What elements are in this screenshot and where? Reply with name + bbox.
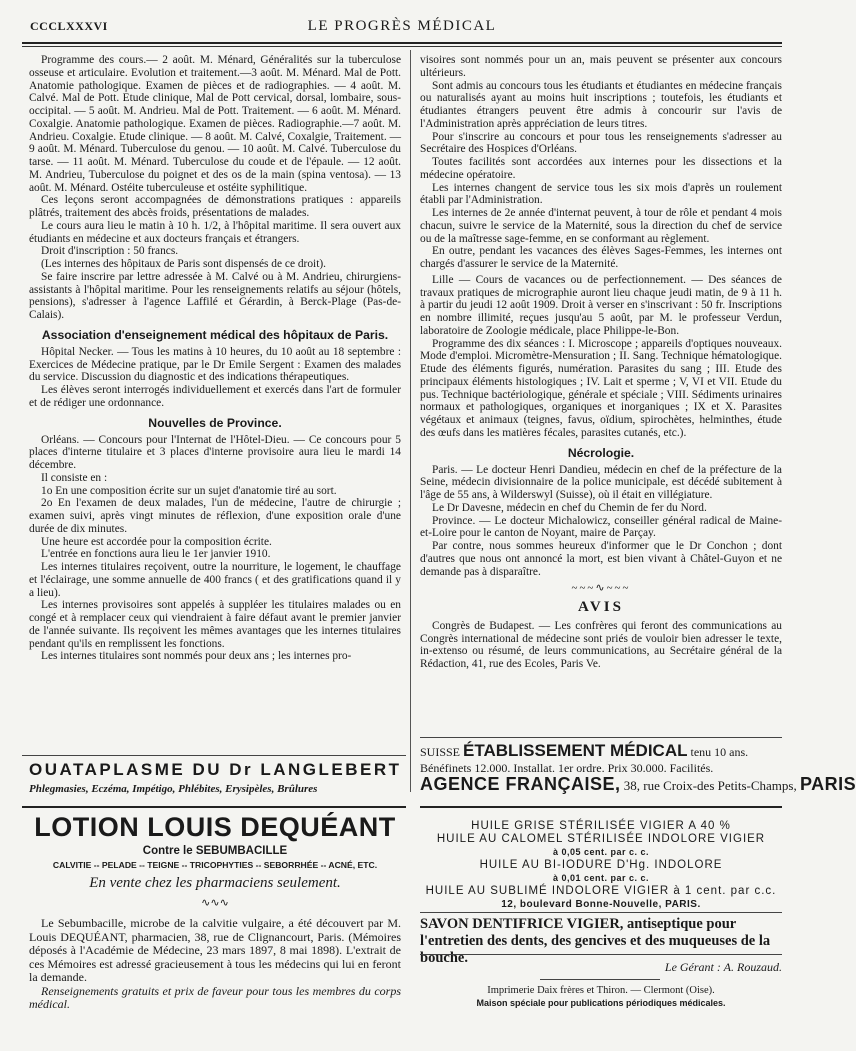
imprint xyxy=(420,985,782,1009)
ad-subtitle: Contre le SEBUMBACILLE xyxy=(142,845,288,857)
ad-line: HUILE AU SUBLIMÉ INDOLORE VIGIER à 1 cent. par c.c. xyxy=(425,885,777,897)
left-column xyxy=(29,54,401,663)
ad-rule xyxy=(420,912,782,913)
orleans-paragraph: 1o En une composition écrite sur un sujet d'anatomie tiré au sort. xyxy=(41,484,337,497)
orleans-paragraph: Les internes titulaires sont nommés pour deux ans ; les internes pro- xyxy=(41,650,352,663)
ad-line: à 0,01 cent. par c. c. xyxy=(552,873,650,883)
ad-line: HUILE AU CALOMEL STÉRILISÉE INDOLORE VIGIER xyxy=(436,833,766,845)
lille-paragraph: Programme des dix séances : I. Microscope ; appareils d'optiques nouveaux. Mode d'emploi. Micromètre-Mensuration ; II. Sang. Technique hématologique. Etude des éléments figurés, numération. Parasites du sang ; III. Etude des principaux éléments histologiques ; IV. Lait et sperme ; V, VI et VII. Etude du pus. Technique bactériologique, générale et spéciale ; VIII. Sédiments urinaires normaux et pathologiques, organiques et inorganiques ; IX et X. Parasites végétaux et animaux (teignes, favus, oïdium, spirochètes, helminthes, étude des œufs dans les matières fécales, parasites cutanés, etc.). xyxy=(420,337,782,439)
ad-footer-text: Renseignements gratuits et prix de faveur pour tous les membres du corps médical. xyxy=(29,983,401,1011)
page-header xyxy=(22,16,782,38)
right-column xyxy=(420,54,782,671)
ad-rule xyxy=(420,737,782,738)
header-rule-thin xyxy=(22,46,782,47)
orleans-continued: visoires sont nommés pour un an, mais peuvent se présenter aux concours ultérieurs. xyxy=(420,54,782,79)
necker-paragraph: Hôpital Necker. — Tous les matins à 10 heures, du 10 août au 18 septembre : Exercices de Médecine pratique, par le Dr Emile Sergent : Examen des malades du service. Discussion du diagnostic et des indications thérapeutiques. xyxy=(29,345,401,384)
ad-body-text: Le Sebumbacille, microbe de la calvitie vulgaire, a été découvert par M. Louis DEQUÉANT, pharmacien, 38, rue de Clignancourt, Paris. (Mémoires déposés à l'Académie de Médecine, 23 mars 1897, 8 mai 1898). L'extrait de ces Mémoires est adressé gracieusement à tous les médecins qui lui en feront la demande. xyxy=(29,916,401,984)
section-heading: Nécrologie. xyxy=(567,445,635,460)
ad-subtitle: Phlegmasies, Eczéma, Impétigo, Phlébites, Erysipèles, Brûlures xyxy=(29,783,318,795)
lille-paragraph: Lille — Cours de vacances ou de perfectionnement. — Des séances de travaux pratiques de micrographie auront lieu chaque jeudi matin, de 9 à 11 h. à partir du jeudi 12 août 1909. Droit à verser en s'inscrivant : 50 fr. Inscriptions en nombre illimité, reçues jusqu'au 5 août, par M. le professeur Verdun, laboratoire de Zoologie médicale, place Philippe-le-Bon. xyxy=(420,273,782,337)
orleans-continued: Les internes de 2e année d'internat peuvent, à tour de rôle et pendant 4 mois chacun, suivre le service de la Maternité, sous la direction du chef de service ou de la maîtresse sage-femme, en se conformant au règlement. xyxy=(420,207,782,245)
ad-city: PARIS xyxy=(799,774,856,794)
ad-title: AGENCE FRANÇAISE, xyxy=(420,774,621,794)
column-separator xyxy=(410,50,411,792)
orleans-paragraph: Orléans. — Concours pour l'Internat de l'Hôtel-Dieu. — Ce concours pour 5 places d'interne titulaire et 3 places d'interne provisoire aura lieu le mardi 14 décembre. xyxy=(29,433,401,471)
avis-paragraph: Congrès de Budapest. — Les confrères qui feront des communications au Congrès international de médecine sont priés de vouloir bien adresser le texte, in-extenso ou résumé, de leurs communications, au Secrétaire général de la Rédaction, 41, rue des Ecoles, Paris Ve. xyxy=(420,619,782,670)
program-paragraph: Se faire inscrire par lettre adressée à M. Calvé ou à M. Andrieu, chirurgiens-assistants à l'hôpital maritime. Pour les renseignements relatifs au séjour (hôtels, pensions), s'adresser à l'agence Laffilé et Gérardin, à Berck-Plage (Pas-de-Calais). xyxy=(29,270,401,321)
orleans-paragraph: Les internes titulaires reçoivent, outre la nourriture, le logement, le chauffage et l'éclairage, une somme annuelle de 400 francs ( et des gratifications quand il y a lieu). xyxy=(29,561,401,599)
ad-line: HUILE AU BI-IODURE D'Hg. INDOLORE xyxy=(479,859,723,871)
short-rule xyxy=(540,979,660,980)
necrology-paragraph: Province. — Le docteur Michalowicz, conseiller général radical de Maine-et-Loire pour le canton de Noyant, maire de Parçay. xyxy=(420,514,782,540)
program-paragraph: Le cours aura lieu le matin à 10 h. 1/2, à l'hôpital maritime. Il sera ouvert aux étudiants en médecine et aux docteurs français et étrangers. xyxy=(29,219,401,245)
ad-title: ÉTABLISSEMENT MÉDICAL xyxy=(463,741,688,760)
ouataplasme-ad xyxy=(29,760,401,795)
necker-paragraph: Les élèves seront interrogés individuellement et exercés dans l'art de formuler et de rédiger une ordonnance. xyxy=(29,384,401,409)
program-paragraph: Programme des cours.— 2 août. M. Ménard, Généralités sur la tuberculose osseuse et articulaire. Evolution et traitement.—3 août. M. Ménard. Mal de Pott. Anatomie pathologique. Examen de pièces et de radiographies. — 4 août. M. Calvé. Mal de Pott. Etude clinique, Mal de Pott cervical, dorsal, lombaire, sous-occipital. — 5 août. M. Andrieu. Mal de Pott. Traitement. — 6 août. M. Ménard. Coxalgie. Anatomie pathologique. Examen de pièces. Radiographie.—7 août. M. Andrieu. Coxalgie. Etude clinique. — 8 août. M. Calvé, Coxalgie, Traitement. — 9 août. M. Ménard. Tuberculose du genou. — 10 août. M. Calvé. Tuberculose du tarse. — 11 août. M. Ménard. Tuberculose du coude et de l'épaule. — 12 août. M. Andrieu, Tuberculose du poignet et des os de la main (spina ventosa). — 13 août. M. Ménard. Ostéite tuberculeuse et ostéite syphilitique. xyxy=(29,54,401,194)
ad-tagline: En vente chez les pharmaciens seulement. xyxy=(89,875,341,891)
orleans-paragraph: Il consiste en : xyxy=(41,471,108,484)
ad-details: tenu 10 ans. Bénéfinets 12.000. Installat. 1er ordre. Prix 30.000. Facilités. xyxy=(420,745,749,775)
ornament-divider: ∿∿∿ xyxy=(201,897,229,909)
orleans-continued: Pour s'inscrire au concours et pour tous les renseignements s'adresser au Secrétaire des Hospices d'Orléans. xyxy=(420,130,782,156)
ornament-divider: ~~~∿~~~ xyxy=(571,582,631,595)
section-heading: Association d'enseignement médical des hôpitaux de Paris. xyxy=(41,327,389,342)
orleans-paragraph: Une heure est accordée pour la composition écrite. xyxy=(41,535,272,548)
ad-line: HUILE GRISE STÉRILISÉE VIGIER A 40 % xyxy=(471,820,731,832)
program-paragraph: Ces leçons seront accompagnées de démonstrations pratiques : appareils plâtrés, traitement des abcès froids, présentations de malades. xyxy=(29,194,401,219)
lotion-ad xyxy=(29,812,401,1012)
ad-rule xyxy=(22,755,406,756)
ad-body xyxy=(29,917,401,985)
orleans-continued: Sont admis au concours tous les étudiants et étudiantes en médecine français ou naturalisés ayant au moins huit inscriptions ; toutefois, les étudiants et étudiantes étrangers peuvent être admis à concourir sur l'avis de l'Administration après appréciation de leurs titres. xyxy=(420,79,782,130)
orleans-continued: Toutes facilités sont accordées aux internes pour les dissections et la médecine opératoire. xyxy=(420,156,782,181)
ad-address: 12, boulevard Bonne-Nouvelle, PARIS. xyxy=(501,899,701,910)
header-rule xyxy=(22,42,782,44)
necrology-paragraph: Par contre, nous sommes heureux d'informer que le Dr Conchon ; dont d'autres que nous ont annoncé la mort, est bien vivant à Châtel-Guyon et ne demande pas à disparaître. xyxy=(420,540,782,578)
ad-country: SUISSE xyxy=(420,745,461,759)
program-paragraph: (Les internes des hôpitaux de Paris sont dispensés de ce droit). xyxy=(41,258,327,270)
orleans-continued: Les internes changent de service tous les six mois d'après un roulement établi par l'Administration. xyxy=(420,181,782,207)
program-paragraph: Droit d'inscription : 50 francs. xyxy=(41,245,179,258)
orleans-continued: En outre, pendant les vacances des élèves Sages-Femmes, les internes ont chargés d'assurer le service de la Maternité. xyxy=(420,245,782,270)
imprint-line: Imprimerie Daix frères et Thiron. — Clermont (Oise). xyxy=(487,985,715,996)
orleans-paragraph: 2o En l'examen de deux malades, l'un de médecine, l'autre de chirurgie ; examen suivi, après vingt minutes de réflexion, d'une exposition orale d'une durée de dix minutes. xyxy=(29,497,401,535)
ad-rule xyxy=(420,806,782,808)
section-heading: Nouvelles de Province. xyxy=(148,415,282,430)
ad-conditions: CALVITIE -- PELADE -- TEIGNE -- TRICOPHYTIES -- SEBORRHÉE -- ACNÉ, ETC. xyxy=(52,860,378,870)
agence-ad xyxy=(420,774,856,795)
page-number: CCCLXXXVI xyxy=(30,19,108,33)
necrology-paragraph: Le Dr Davesne, médecin en chef du Chemin de fer du Nord. xyxy=(432,501,707,514)
necrology-paragraph: Paris. — Le docteur Henri Dandieu, médecin en chef de la préfecture de la Seine, médecin divisionnaire de la police municipale, est décédé subitement à l'âge de 55 ans, à Wilderswyl (Suisse), où il était en villégiature. xyxy=(420,463,782,501)
gerant-line: Le Gérant : A. Rouzaud. xyxy=(664,960,782,974)
avis-heading: AVIS xyxy=(578,599,624,615)
savon-ad: SAVON DENTIFRICE VIGIER, antiseptique pour l'entretien des dents, des gencives et des muqueuses de la bouche. xyxy=(420,916,771,966)
orleans-paragraph: Les internes provisoires sont appelés à suppléer les titulaires malades ou en congé et à remplacer ceux qui viendraient à faire défaut avant le premier janvier de l'année suivante. Ils reçoivent les mêmes avantages que les internes titulaires pendant qu'ils en remplissent les fonctions. xyxy=(29,599,401,650)
orleans-paragraph: L'entrée en fonctions aura lieu le 1er janvier 1910. xyxy=(41,548,271,561)
ad-line: à 0,05 cent. par c. c. xyxy=(552,847,650,857)
ad-footer xyxy=(29,985,401,1012)
ad-title: OUATAPLASME DU Dr LANGLEBERT xyxy=(29,760,402,779)
ad-rule xyxy=(22,806,406,808)
journal-title: LE PROGRÈS MÉDICAL xyxy=(307,18,497,34)
suisse-ad xyxy=(420,741,782,776)
imprint-line: Maison spéciale pour publications périodiques médicales. xyxy=(476,998,726,1008)
ad-address: 38, rue Croix-des Petits-Champs, xyxy=(623,778,797,793)
vigier-ad xyxy=(420,820,782,911)
ad-rule xyxy=(420,954,782,955)
ad-title: LOTION LOUIS DEQUÉANT xyxy=(34,812,396,842)
